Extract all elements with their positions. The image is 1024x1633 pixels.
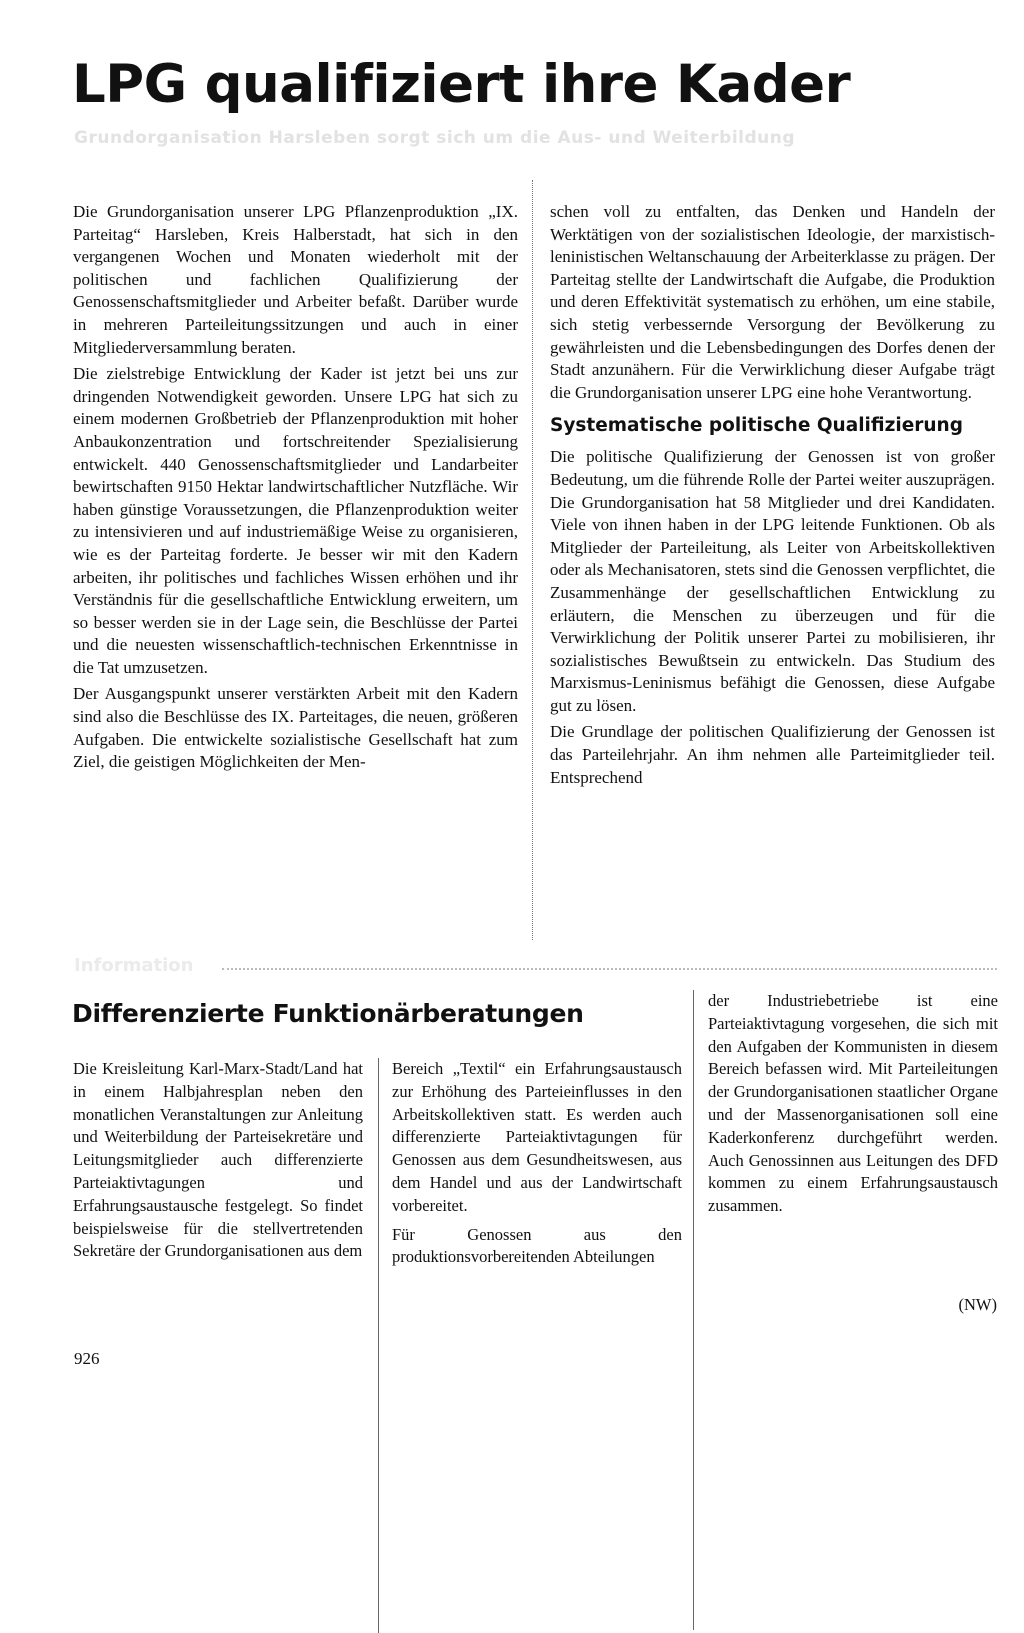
information-headline: Differenzierte Funktionärberatungen: [72, 999, 584, 1028]
information-rule: [222, 968, 997, 970]
information-label: Information: [74, 955, 194, 976]
column-divider: [532, 180, 533, 940]
paragraph: Die politische Qualifizierung der Genossen ist von großer Bedeutung, um die führende Rolle der Partei weiter auszuprägen. Die Grundorganisation hat 58 Mitglieder und drei Kandidaten. Viele von ihnen haben in der LPG leitende Funktionen. Ob als Mitglieder der Parteileitung, als Leiter von Arbeitskollektiven oder als Mechanisatoren, stets sind die Genossen verpflichtet, die Zusammenhänge der gesellschaftlichen Entwicklung zu erläutern, die Menschen zu überzeugen und für die Verwirklichung der Politik unserer Partei zu mobilisieren, ihr sozialistisches Bewußtsein zu entwickeln. Das Studium des Marxismus-Leninismus befähigt die Genossen, diese Aufgabe gut zu lösen.: [550, 447, 995, 715]
paragraph: Bereich „Textil“ ein Erfahrungsaustausch zur Erhöhung des Parteieinflusses in den Arbeitskollektiven statt. Es werden auch differenzierte Parteiaktivtagungen für Genossen aus dem Gesundheitswesen, aus dem Handel und aus der Landwirtschaft vorbereitet.: [392, 1059, 682, 1215]
paragraph: Für Genossen aus den produktionsvorbereitenden Abteilungen: [392, 1224, 682, 1267]
information-column-2: [392, 1058, 682, 1275]
paragraph: Die Grundorganisation unserer LPG Pflanzenproduktion „IX. Parteitag“ Harsleben, Kreis Halberstadt, hat sich in den vergangenen Wochen und Monaten wiederholt mit der politischen und fachlichen Qualifizierung der Genossenschaftsmitglieder und Arbeiter befaßt. Darüber wurde in mehreren Parteileitungssitzungen und auch in einer Mitgliederversammlung beraten.: [73, 202, 518, 357]
paragraph: Die Grundlage der politischen Qualifizierung der Genossen ist das Parteilehrjahr. An ihm nehmen alle Parteimitglieder teil. Entsprechend: [550, 722, 995, 787]
article-column-1: [73, 201, 518, 778]
paragraph: schen voll zu entfalten, das Denken und Handeln der Werktätigen von der sozialistischen Ideologie, der marxistisch-leninistischen Weltanschauung der Arbeiterklasse zu prägen. Der Parteitag stellte der Landwirtschaft die Aufgabe, die Produktion und deren Effektivität systematisch zu erhöhen, um eine stabile, sich stetig verbessernde Versorgung der Bevölkerung zu gewährleisten und die Lebensbedingungen des Dorfes denen der Stadt anzunähern. Für die Verwirklichung dieser Aufgabe trägt die Grundorganisation unserer LPG eine hohe Verantwortung.: [550, 202, 995, 402]
article-column-2: [550, 201, 995, 793]
paragraph: Die zielstrebige Entwicklung der Kader ist jetzt bei uns zur dringenden Notwendigkeit geworden. Unsere LPG hat sich zu einem modernen Großbetrieb der Pflanzenproduktion mit hoher Anbaukonzentration und fortschreitender Spezialisierung entwickelt. 440 Genossenschaftsmitglieder und Landarbeiter bewirtschaften 9150 Hektar landwirtschaftlicher Nutzfläche. Wir haben günstige Voraussetzungen, die Pflanzenproduktion weiter zu intensivieren und auf industriemäßige Weise zu organisieren, wie es der Parteitag forderte. Je besser wir mit den Kadern arbeiten, ihr politisches und fachliches Wissen erhöhen und ihr Verständnis für die gesellschaftliche Entwicklung erweitern, um so besser werden sie in der Lage sein, die Beschlüsse der Partei und die neuesten wissenschaftlich-technischen Erkenntnisse in die Tat umzusetzen.: [73, 364, 518, 677]
paragraph: der Industriebetriebe ist eine Parteiaktivtagung vorgesehen, die sich mit den Aufgaben der Kommunisten in diesem Bereich befassen wird. Mit Parteileitungen der Grundorganisationen staatlicher Organe und der Massenorganisationen soll eine Kaderkonferenz durchgeführt werden. Auch Genossinnen aus Leitungen des DFD kommen zu einem Erfahrungsaustausch zusammen.: [708, 991, 998, 1216]
information-column-1: [73, 1058, 363, 1269]
section-heading: Systematische politische Qualifizierung: [550, 415, 963, 437]
paragraph: Die Kreisleitung Karl-Marx-Stadt/Land hat in einem Halbjahresplan neben den monatlichen Veranstaltungen zur Anleitung und Weiterbildung der Parteisekretäre und Leitungsmitglieder auch differenzierte Parteiaktivtagungen und Erfahrungsaustausche festgelegt. So findet beispielsweise für die stellvertretenden Sekretäre der Grundorganisationen aus dem: [73, 1059, 363, 1261]
paragraph: Der Ausgangspunkt unserer verstärkten Arbeit mit den Kadern sind also die Beschlüsse des IX. Parteitages, die neuen, größeren Aufgaben. Die entwickelte sozialistische Gesellschaft hat zum Ziel, die geistigen Möglichkeiten der Men-: [73, 684, 518, 772]
article-subheadline: Grundorganisation Harsleben sorgt sich um die Aus- und Weiterbildung: [74, 128, 796, 148]
column-divider: [378, 1058, 379, 1633]
author-signature: (NW): [958, 1295, 997, 1314]
page-number: 926: [74, 1349, 100, 1368]
column-divider: [693, 990, 694, 1630]
information-column-3: [708, 990, 998, 1224]
article-headline: LPG qualifiziert ihre Kader: [72, 54, 851, 115]
